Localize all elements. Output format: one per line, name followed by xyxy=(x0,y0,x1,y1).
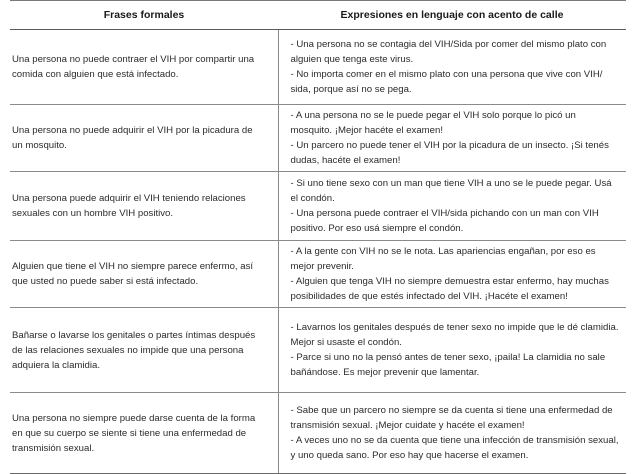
header-formal-phrases: Frases formales xyxy=(10,1,278,30)
street-expression: - Alguien que tenga VIH no siempre demuestra estar enfermo, hay muchas posibilidades de que estés infectado del VIH. ¡Hacéte el examen! xyxy=(290,276,609,302)
street-expressions xyxy=(278,30,626,105)
table-row xyxy=(10,308,626,393)
street-expressions xyxy=(278,308,626,393)
table-row xyxy=(10,30,626,105)
header-street-expressions: Expresiones en lenguaje con acento de calle xyxy=(278,1,626,30)
street-expression: - A una persona no se le puede pegar el VIH solo porque lo picó un mosquito. ¡Mejor hacéte el examen! xyxy=(290,110,576,136)
formal-phrase: Alguien que tiene el VIH no siempre parece enfermo, así que usted no puede saber si está infectado. xyxy=(10,241,278,308)
street-expression: - Si uno tiene sexo con un man que tiene VIH a uno se le puede pegar. Usá el condón. xyxy=(290,178,612,204)
street-expression: - Una persona no se contagia del VIH/Sida por comer del mismo plato con alguien que tenga este virus. xyxy=(290,39,607,65)
expressions-table xyxy=(10,0,626,474)
table-row xyxy=(10,172,626,241)
street-expressions xyxy=(278,105,626,172)
table-row xyxy=(10,105,626,172)
street-expression: - Lavarnos los genitales después de tener sexo no impide que le dé clamidia. Mejor si usaste el condón. xyxy=(290,322,619,348)
formal-phrase: Una persona no siempre puede darse cuenta de la forma en que su cuerpo se siente si tiene una enfermedad de transmisión sexual. xyxy=(10,393,278,474)
street-expression: - No importa comer en el mismo plato con una persona que vive con VIH/ sida, porque así no se pega. xyxy=(290,69,603,95)
formal-phrase: Una persona no puede contraer el VIH por compartir una comida con alguien que está infectado. xyxy=(10,30,278,105)
street-expressions xyxy=(278,172,626,241)
formal-phrase: Una persona puede adquirir el VIH teniendo relaciones sexuales con un hombre VIH positivo. xyxy=(10,172,278,241)
street-expression: - A la gente con VIH no se le nota. Las apariencias engañan, por eso es mejor prevenir. xyxy=(290,246,596,272)
street-expression: - Un parcero no puede tener el VIH por la picadura de un insecto. ¡Si tenés dudas, hacéte el examen! xyxy=(290,140,609,166)
street-expression: - Parce si uno no la pensó antes de tener sexo, ¡paila! La clamidia no sale bañándose. Es mejor prevenir que lamentar. xyxy=(290,352,606,378)
street-expressions xyxy=(278,241,626,308)
street-expression: - Sabe que un parcero no siempre se da cuenta si tiene una enfermedad de transmisión sexual. ¡Mejor cuidate y hacéte el examen! xyxy=(290,405,613,431)
formal-phrase: Una persona no puede adquirir el VIH por la picadura de un mosquito. xyxy=(10,105,278,172)
table-header-row xyxy=(10,1,626,30)
street-expression: - A veces uno no se da cuenta que tiene una infección de transmisión sexual, y uno queda sano. Por eso hay que hacerse el examen. xyxy=(290,435,619,461)
street-expressions xyxy=(278,393,626,474)
formal-phrase: Bañarse o lavarse los genitales o partes íntimas después de las relaciones sexuales no impide que una persona adquiera la clamidia. xyxy=(10,308,278,393)
street-expression: - Una persona puede contraer el VIH/sida pichando con un man con VIH positivo. Por eso usá siempre el condón. xyxy=(290,208,599,234)
table-row xyxy=(10,241,626,308)
table-row xyxy=(10,393,626,474)
